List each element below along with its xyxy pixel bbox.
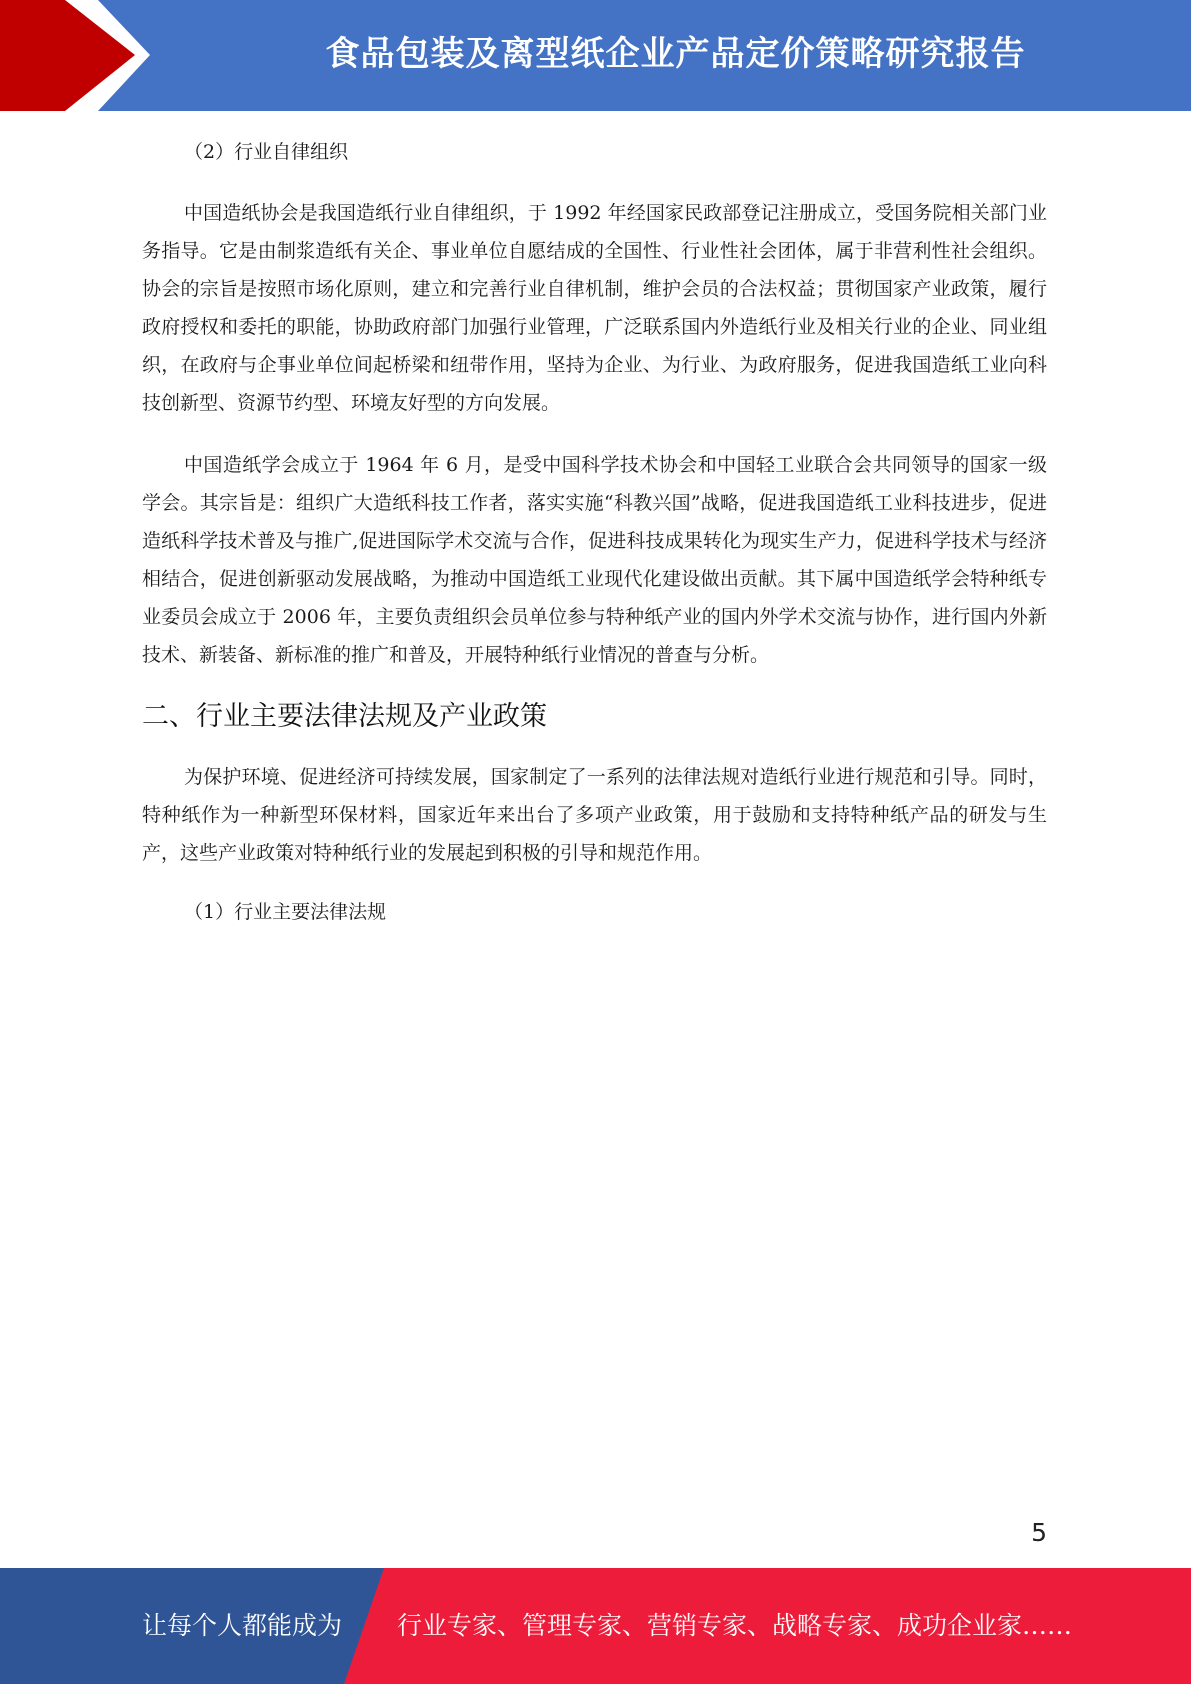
header-banner <box>0 0 1191 111</box>
subheading-self-regulatory-orgs: （2）行业自律组织 <box>184 141 349 163</box>
document-body <box>142 132 1047 932</box>
report-title: 食品包装及离型纸企业产品定价策略研究报告 <box>325 34 1026 74</box>
paragraph-paper-society: 中国造纸学会成立于 1964 年 6 月，是受中国科学技术协会和中国轻工业联合会共同领导的国家一级学会。其宗旨是：组织广大造纸科技工作者，落实实施“科教兴国”战略，促进我国造纸工业科技进步，促进造纸科学技术普及与推广,促进国际学术交流与合作，促进科技成果转化为现实生产力，促进科学技术与经济相结合，促进创新驱动发展战略，为推动中国造纸工业现代化建设做出贡献。其下属中国造纸学会特种纸专业委员会成立于 2006 年，主要负责组织会员单位参与特种纸产业的国内外学术交流与协作，进行国内外新技术、新装备、新标准的推广和普及，开展特种纸行业情况的普查与分析。 <box>142 454 1047 666</box>
paragraph-laws-intro: 为保护环境、促进经济可持续发展，国家制定了一系列的法律法规对造纸行业进行规范和引导。同时，特种纸作为一种新型环保材料，国家近年来出台了多项产业政策，用于鼓励和支持特种纸产品的研发与生产，这些产业政策对特种纸行业的发展起到积极的引导和规范作用。 <box>142 766 1047 864</box>
paragraph-paper-association: 中国造纸协会是我国造纸行业自律组织，于 1992 年经国家民政部登记注册成立，受国务院相关部门业务指导。它是由制浆造纸有关企、事业单位自愿结成的全国性、行业性社会团体，属于非营利性社会组织。协会的宗旨是按照市场化原则，建立和完善行业自律机制，维护会员的合法权益；贯彻国家产业政策，履行政府授权和委托的职能，协助政府部门加强行业管理，广泛联系国内外造纸行业及相关行业的企业、同业组织，在政府与企事业单位间起桥梁和纽带作用，坚持为企业、为行业、为政府服务，促进我国造纸工业向科技创新型、资源节约型、环境友好型的方向发展。 <box>142 202 1047 414</box>
footer-slogan-right: 行业专家、管理专家、营销专家、战略专家、成功企业家…… <box>397 1611 1073 1640</box>
header-chevron-decoration <box>0 0 160 111</box>
section-heading-laws-policies: 二、行业主要法律法规及产业政策 <box>142 701 547 732</box>
footer-banner <box>0 1568 1191 1684</box>
page-number: 5 <box>1031 1518 1047 1547</box>
subheading-main-laws: （1）行业主要法律法规 <box>184 901 387 923</box>
footer-slogan-left: 让每个人都能成为 <box>142 1611 343 1640</box>
